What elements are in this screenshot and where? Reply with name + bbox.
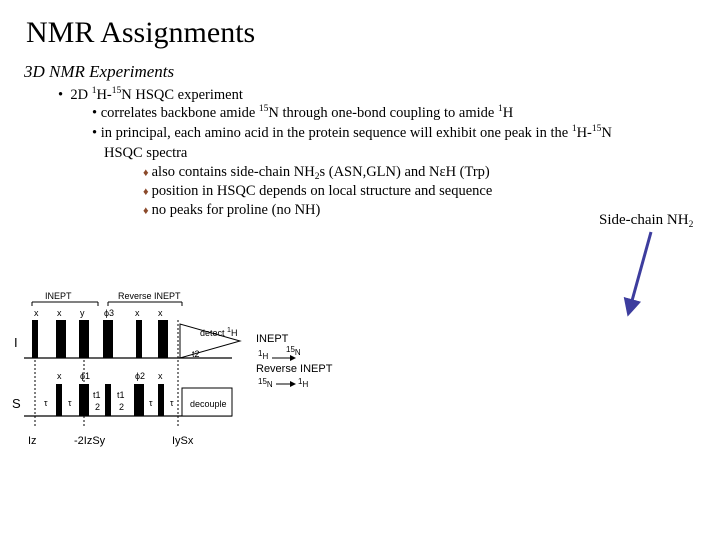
side-chain-text: Side-chain NH — [599, 212, 689, 228]
detect-label: detect $^1$H — [200, 327, 238, 338]
subscript: 2 — [314, 172, 320, 182]
bullet-text: H — [502, 105, 514, 121]
bullet-text: N through one-bond coupling to amide — [268, 105, 498, 121]
bullet-text: H- — [576, 125, 592, 141]
bullet-dot: • — [58, 87, 64, 103]
sub-bullet-side-chain — [143, 163, 490, 183]
bullet-dot: • — [92, 105, 98, 121]
superscript: 15 — [591, 124, 602, 134]
sub-bullet-position — [143, 182, 492, 201]
legend-inept-transfer: 1H — [258, 349, 269, 361]
phi1-label: ϕ1 — [80, 371, 91, 381]
x-label: x — [158, 308, 163, 318]
hsqc-pulse-sequence-diagram — [0, 284, 380, 450]
bullet-text: no peaks for proline (no NH) — [151, 202, 321, 218]
legend-rev-target: 1H — [298, 377, 309, 389]
bullet-text: s (ASN,GLN) and NεH (Trp) — [319, 164, 490, 180]
phi2-label: ϕ2 — [135, 371, 146, 381]
decouple-label: decouple — [190, 399, 227, 409]
t2-label: t2 — [192, 349, 200, 359]
diamond-bullet-icon: ♦ — [143, 167, 149, 179]
pulse-180 — [105, 384, 111, 416]
slide-title: NMR Assignments — [26, 16, 256, 49]
operator-iz: Iz — [28, 435, 37, 447]
half-label: 2 — [95, 402, 101, 412]
reverse-inept-label: Reverse INEPT — [118, 291, 181, 301]
side-chain-label — [599, 212, 693, 229]
bullet-continuation: HSQC spectra — [104, 145, 188, 161]
superscript: 15 — [258, 104, 269, 114]
legend-inept-target: 15N — [286, 345, 301, 357]
superscript: 15 — [111, 86, 122, 96]
bullet-text: N — [601, 125, 612, 141]
pulse-90 — [158, 320, 168, 358]
pulse-90 — [56, 320, 66, 358]
bullet-text: position in HSQC depends on local structure and sequence — [151, 183, 493, 199]
x-label: x — [34, 308, 39, 318]
tau-label: τ — [68, 398, 72, 408]
pulse-90 — [134, 384, 144, 416]
pulse-180 — [136, 320, 142, 358]
x-label: x — [57, 371, 62, 381]
bullet-correlates — [92, 104, 513, 124]
bullet-hsqc — [58, 86, 243, 106]
bullet-text-pre: 2D — [70, 87, 92, 103]
slide-subtitle: 3D NMR Experiments — [24, 62, 175, 81]
x-label: x — [135, 308, 140, 318]
side-chain-arrow-icon — [620, 228, 660, 320]
tau-label: τ — [170, 398, 174, 408]
pulse-90 — [79, 384, 89, 416]
sub-bullet-proline — [143, 201, 320, 220]
arrow-right-icon — [290, 381, 296, 387]
t1-label: t1 — [93, 390, 101, 400]
tau-label: τ — [44, 398, 48, 408]
legend-rev-transfer: 15N — [258, 377, 273, 389]
t1-label: t1 — [117, 390, 125, 400]
diamond-bullet-icon: ♦ — [143, 186, 149, 198]
inept-label: INEPT — [45, 291, 72, 301]
bullet-text: correlates backbone amide — [100, 105, 259, 121]
superscript: 1 — [497, 104, 503, 114]
bullet-text: H- — [96, 87, 112, 103]
bullet-dot: • — [92, 125, 98, 141]
tau-label: τ — [149, 398, 153, 408]
bullet-text: in principal, each amino acid in the protein sequence will exhibit one peak in the — [100, 125, 572, 141]
x-label: x — [57, 308, 62, 318]
pulse-180 — [56, 384, 62, 416]
superscript: 1 — [571, 124, 577, 134]
pulse-180 — [158, 384, 164, 416]
bullet-one-peak — [92, 124, 612, 144]
pulse-90 — [103, 320, 113, 358]
half-label: 2 — [119, 402, 125, 412]
bullet-text: also contains side-chain NH — [151, 164, 315, 180]
legend-reverse: Reverse INEPT — [256, 363, 333, 375]
diamond-bullet-icon: ♦ — [143, 205, 149, 217]
y-label: y — [80, 308, 85, 318]
bullet-text: N HSQC experiment — [121, 87, 243, 103]
subscript: 2 — [688, 220, 694, 230]
legend-inept: INEPT — [256, 333, 289, 345]
operator-2izsy: -2IzSy — [74, 435, 106, 447]
s-channel-label: S — [12, 396, 21, 411]
superscript: 1 — [91, 86, 97, 96]
phi3-label: ϕ3 — [104, 308, 115, 318]
operator-iysx: IySx — [172, 435, 194, 447]
x-label: x — [158, 371, 163, 381]
i-channel-label: I — [14, 335, 18, 350]
